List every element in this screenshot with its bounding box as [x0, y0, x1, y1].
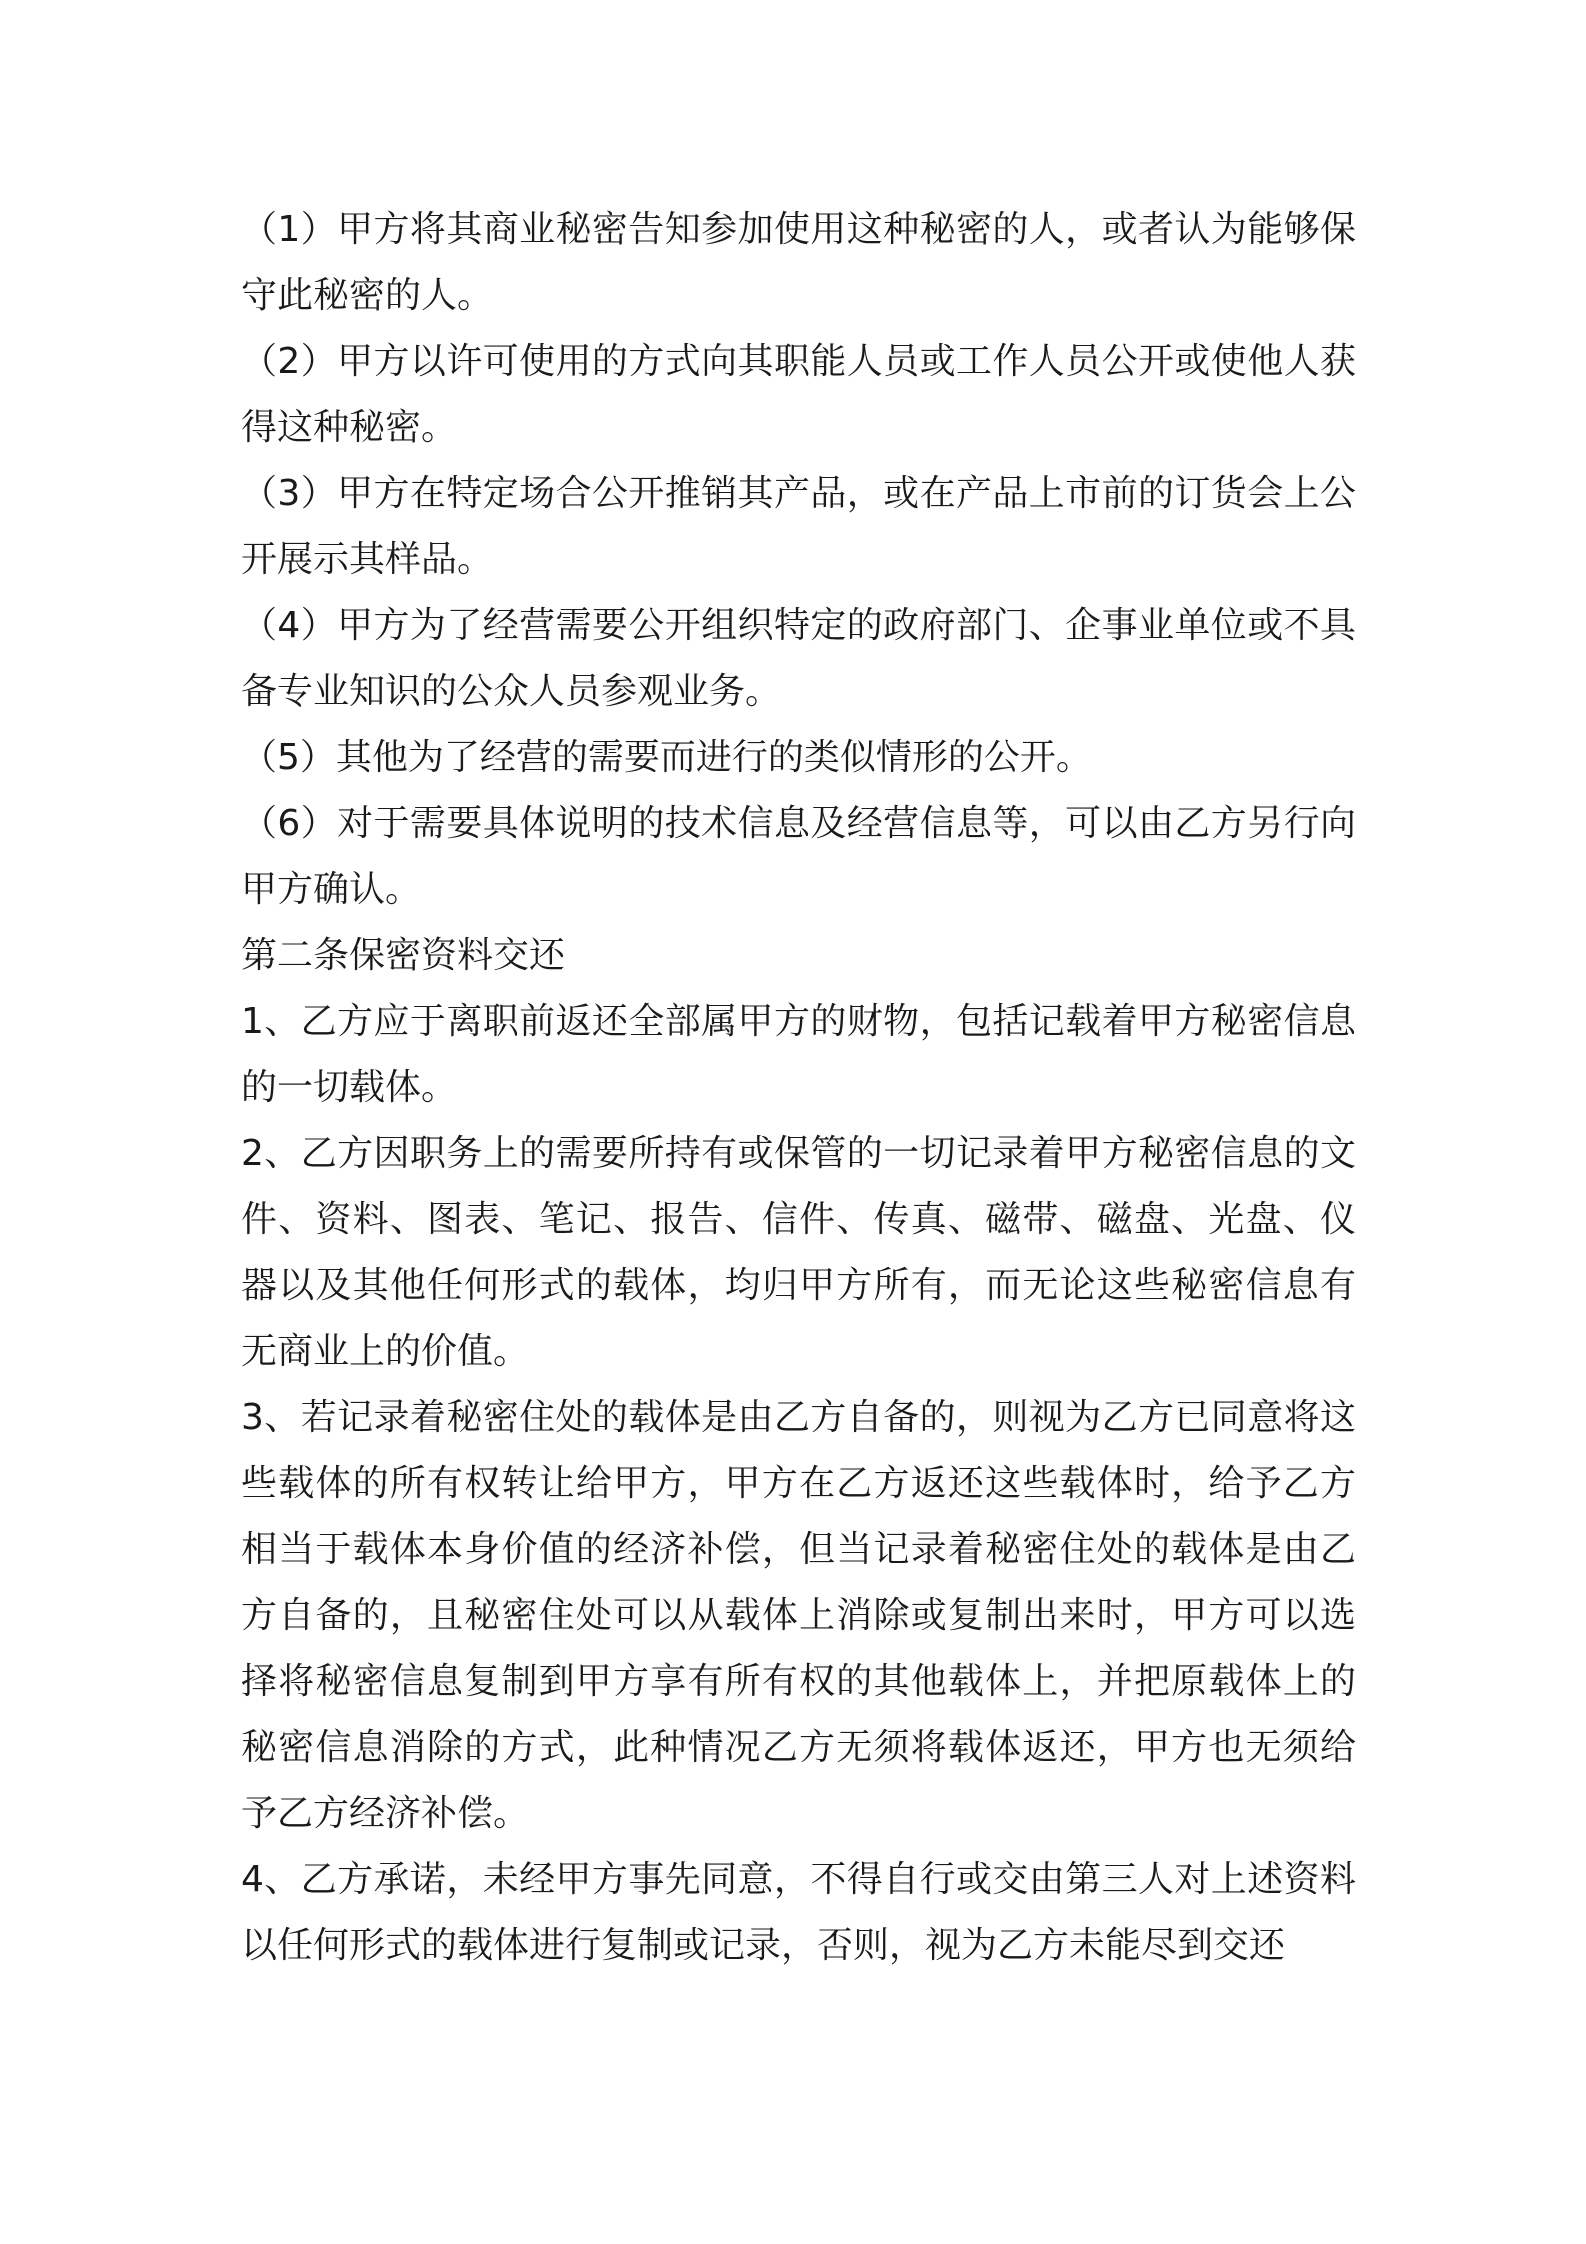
article-2-item-4: 4、乙方承诺，未经甲方事先同意，不得自行或交由第三人对上述资料以任何形式的载体进行复制或记录，否则，视为乙方未能尽到交还 [241, 1859, 1356, 1966]
clause-1: （1）甲方将其商业秘密告知参加使用这种秘密的人，或者认为能够保守此秘密的人。 [241, 209, 1356, 316]
document-body [241, 197, 1356, 1979]
article-2-item-1: 1、乙方应于离职前返还全部属甲方的财物，包括记载着甲方秘密信息的一切载体。 [241, 1001, 1356, 1108]
article-2-item-3: 3、若记录着秘密住处的载体是由乙方自备的，则视为乙方已同意将这些载体的所有权转让给甲方，甲方在乙方返还这些载体时，给予乙方相当于载体本身价值的经济补偿，但当记录着秘密住处的载体是由乙方自备的，且秘密住处可以从载体上消除或复制出来时，甲方可以选择将秘密信息复制到甲方享有所有权的其他载体上，并把原载体上的秘密信息消除的方式，此种情况乙方无须将载体返还，甲方也无须给予乙方经济补偿。 [241, 1397, 1356, 1834]
section-heading-article-2: 第二条保密资料交还 [241, 935, 566, 976]
article-2-item-2: 2、乙方因职务上的需要所持有或保管的一切记录着甲方秘密信息的文件、资料、图表、笔记、报告、信件、传真、磁带、磁盘、光盘、仪器以及其他任何形式的载体，均归甲方所有，而无论这些秘密信息有无商业上的价值。 [241, 1133, 1356, 1372]
clause-3: （3）甲方在特定场合公开推销其产品，或在产品上市前的订货会上公开展示其样品。 [241, 473, 1356, 580]
clause-4: （4）甲方为了经营需要公开组织特定的政府部门、企事业单位或不具备专业知识的公众人员参观业务。 [241, 605, 1356, 712]
clause-2: （2）甲方以许可使用的方式向其职能人员或工作人员公开或使他人获得这种秘密。 [241, 341, 1356, 448]
clause-6: （6）对于需要具体说明的技术信息及经营信息等，可以由乙方另行向甲方确认。 [241, 803, 1356, 910]
clause-5: （5）其他为了经营的需要而进行的类似情形的公开。 [241, 737, 1092, 778]
